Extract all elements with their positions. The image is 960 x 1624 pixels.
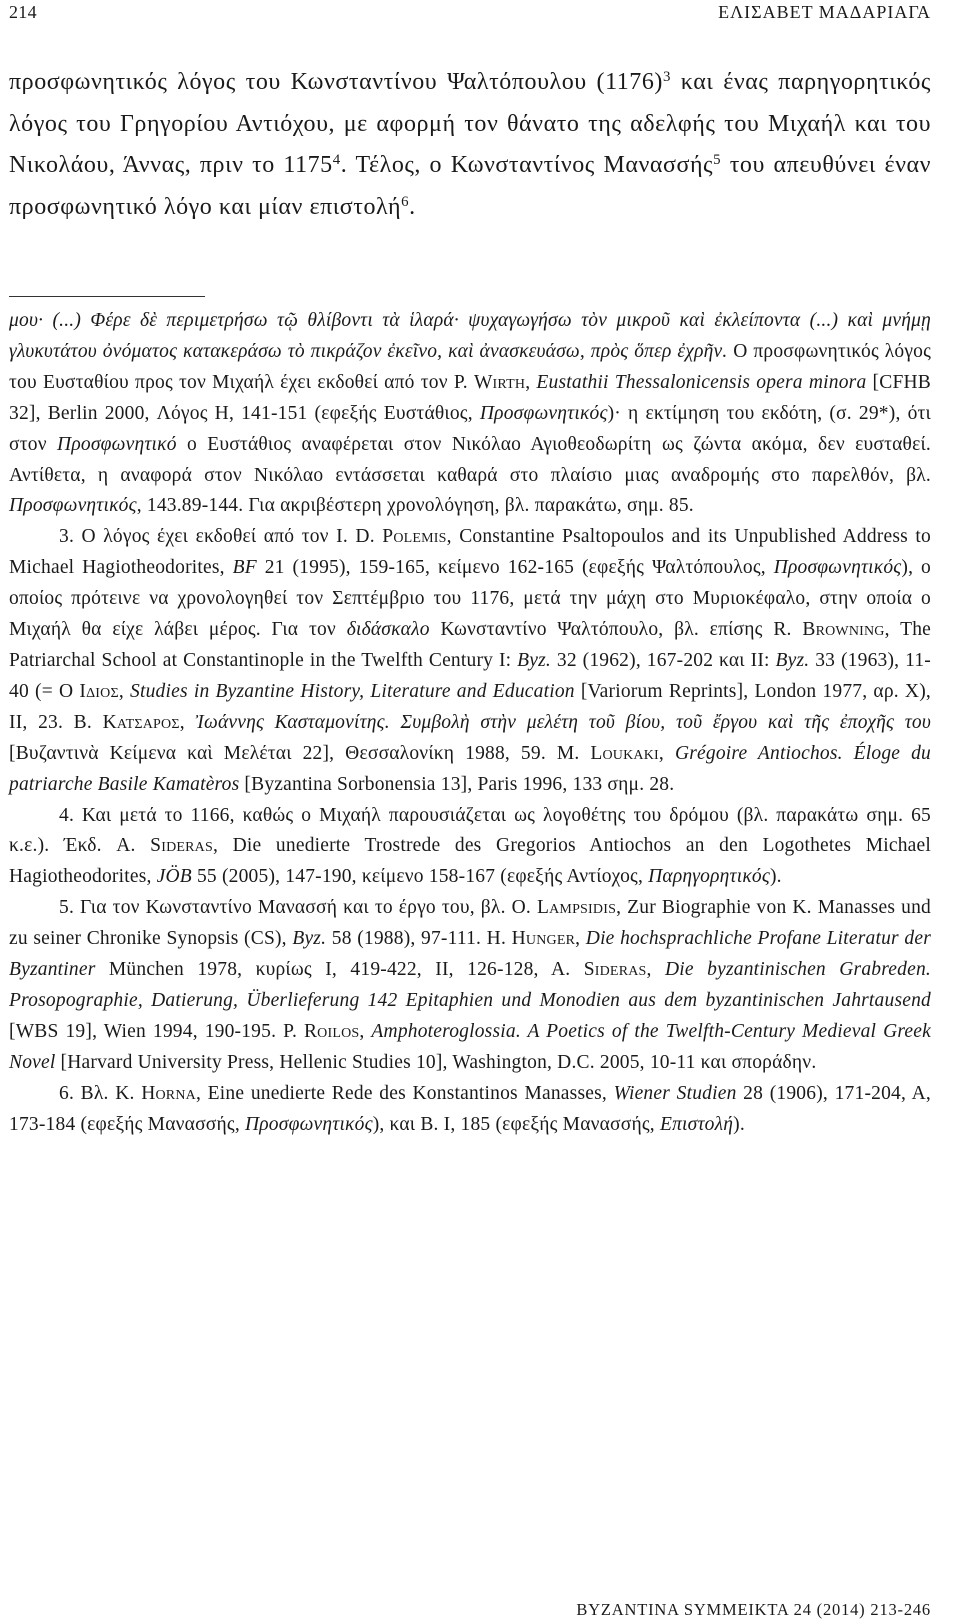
footnote-ref-5[interactable]: 5 xyxy=(713,152,722,169)
main-text xyxy=(9,62,931,228)
footnotes xyxy=(9,306,931,1140)
journal-footer: BYZANTINA SYMMEIKTA 24 (2014) 213-246 xyxy=(576,1600,931,1619)
footnote-separator xyxy=(9,296,205,297)
footnote-ref-3[interactable]: 3 xyxy=(662,68,671,85)
footnote-ref-6[interactable]: 6 xyxy=(401,193,410,210)
footnote-4: 4. Και μετά το 1166, καθώς ο Μιχαήλ παρουσιάζεται ως λογοθέτης του δρόμου (βλ. παρακάτω σημ. 65 κ.ε.). Έκδ. A. Sideras, Die unedierte Trostrede des Gregorios Antiochos an den Logothetes Michael Hagiotheodorites, JÖB 55 (2005), 147-190, κείμενο 158-167 (εφεξής Αντίοχος, Παρηγορητικός). xyxy=(9,804,931,888)
running-head: ΕΛΙΣΑΒΕΤ ΜΑΔΑΡΙΑΓΑ xyxy=(718,2,931,22)
page xyxy=(9,0,931,1624)
footnote-2-continuation: μου· (...) Φέρε δὲ περιμετρήσω τῷ θλίβοντι τὰ ἱλαρά· ψυχαγωγήσω τὸν μικροῦ καὶ ἐκλείποντα (...) καὶ μνήμῃ γλυκυτάτου ὀνόματος κατακεράσω τὸ πικράζον ἐκεῖνο, καὶ ἀνασκευάσω, πρὸς ὅπερ ἐχρῆν. Ο προσφωνητικός λόγος του Ευσταθίου προς τον Μιχαήλ έχει εκδοθεί από τον P. Wirth, Eustathii Thessalonicensis opera minora [CFHB 32], Berlin 2000, Λόγος Η, 141-151 (εφεξής Ευστάθιος, Προσφωνητικός)· η εκτίμηση του εκδότη, (σ. 29*), ότι στον Προσφωνητικό ο Ευστάθιος αναφέρεται στον Νικόλαο Αγιοθεοδωρίτη ως ζώντα ακόμα, δεν ευσταθεί. Αντίθετα, η αναφορά στον Νικόλαο εντάσσεται καθαρά στο πλαίσιο μιας αναδρομής στο παρελθόν, βλ. Προσφωνητικός, 143.89-144. Για ακριβέστερη χρονολόγηση, βλ. παρακάτω, σημ. 85. xyxy=(9,310,932,517)
footnote-6: 6. Βλ. K. Horna, Eine unedierte Rede des Konstantinos Manasses, Wiener Studien 28 (1906), 171-204, A, 173-184 (εφεξής Μανασσής, Προσφωνητικός), και B. I, 185 (εφεξής Μανασσής, Επιστολή). xyxy=(9,1082,931,1135)
page-header xyxy=(9,2,931,28)
footnote-5: 5. Για τον Κωνσταντίνο Μανασσή και το έργο του, βλ. O. Lampsidis, Zur Biographie von K. Manasses und zu seiner Chronike Synopsis (CS), Byz. 58 (1988), 97-111. H. Hunger, Die hochsprachliche Profane Literatur der Byzantiner München 1978, κυρίως I, 419-422, II, 126-128, A. Sideras, Die byzantinischen Grabreden. Prosopographie, Datierung, Überlieferung 142 Epitaphien und Monodien aus dem byzantinischen Jahrtausend [WBS 19], Wien 1994, 190-195. P. Roilos, Amphoteroglossia. A Poetics of the Twelfth-Century Medieval Greek Novel [Harvard University Press, Hellenic Studies 10], Washington, D.C. 2005, 10-11 και σποράδην. xyxy=(9,897,932,1073)
body-paragraph: προσφωνητικός λόγος του Κωνσταντίνου Ψαλτόπουλου $(1176)^3$ και ένας παρηγορητικός λόγος του Γρηγορίου Αντιόχου, με αφορμή τον θάνατο της αδελφής του Μιχαήλ και του Νικολάου, Άννας, πριν το 1175$^4$. Τέλος, ο Κωνσταντίνος Μανασσής$^5$ του απευθύνει έναν προσφωνητικό λόγο και μίαν επιστολή$^6$. xyxy=(9,68,931,220)
page-number: 214 xyxy=(9,2,37,22)
footnote-3: 3. Ο λόγος έχει εκδοθεί από τον I. D. Polemis, Constantine Psaltopoulos and its Unpublished Address to Michael Hagiotheodorites, BF 21 (1995), 159-165, κείμενο 162-165 (εφεξής Ψαλτόπουλος, Προσφωνητικός), ο οποίος πρότεινε να χρονολογηθεί τον Σεπτέμβριο του 1176, μετά την μάχη στο Μυριοκέφαλο, στην οποία ο Μιχαήλ θα είχε λάβει μέρος. Για τον διδάσκαλο Κωνσταντίνο Ψαλτόπουλο, βλ. επίσης R. Browning, The Patriarchal School at Constantinople in the Twelfth Century I: Byz. 32 (1962), 167-202 και II: Byz. 33 (1963), 11-40 (= Ο Ιδιος, Studies in Byzantine History, Literature and Education [Variorum Reprints], London 1977, αρ. X), II, 23. Β. Κατσαρος, Ἰωάννης Κασταμονίτης. Συμβολὴ στὴν μελέτη τοῦ βίου, τοῦ ἔργου καὶ τῆς ἐποχῆς του [Βυζαντινὰ Κείμενα καὶ Μελέται 22], Θεσσαλονίκη 1988, 59. M. Loukaki, Grégoire Antiochos. Éloge du patriarche Basile Kamatèros [Byzantina Sorbonensia 13], Paris 1996, 133 σημ. 28. xyxy=(9,526,932,795)
footnote-ref-4[interactable]: 4 xyxy=(332,152,341,169)
